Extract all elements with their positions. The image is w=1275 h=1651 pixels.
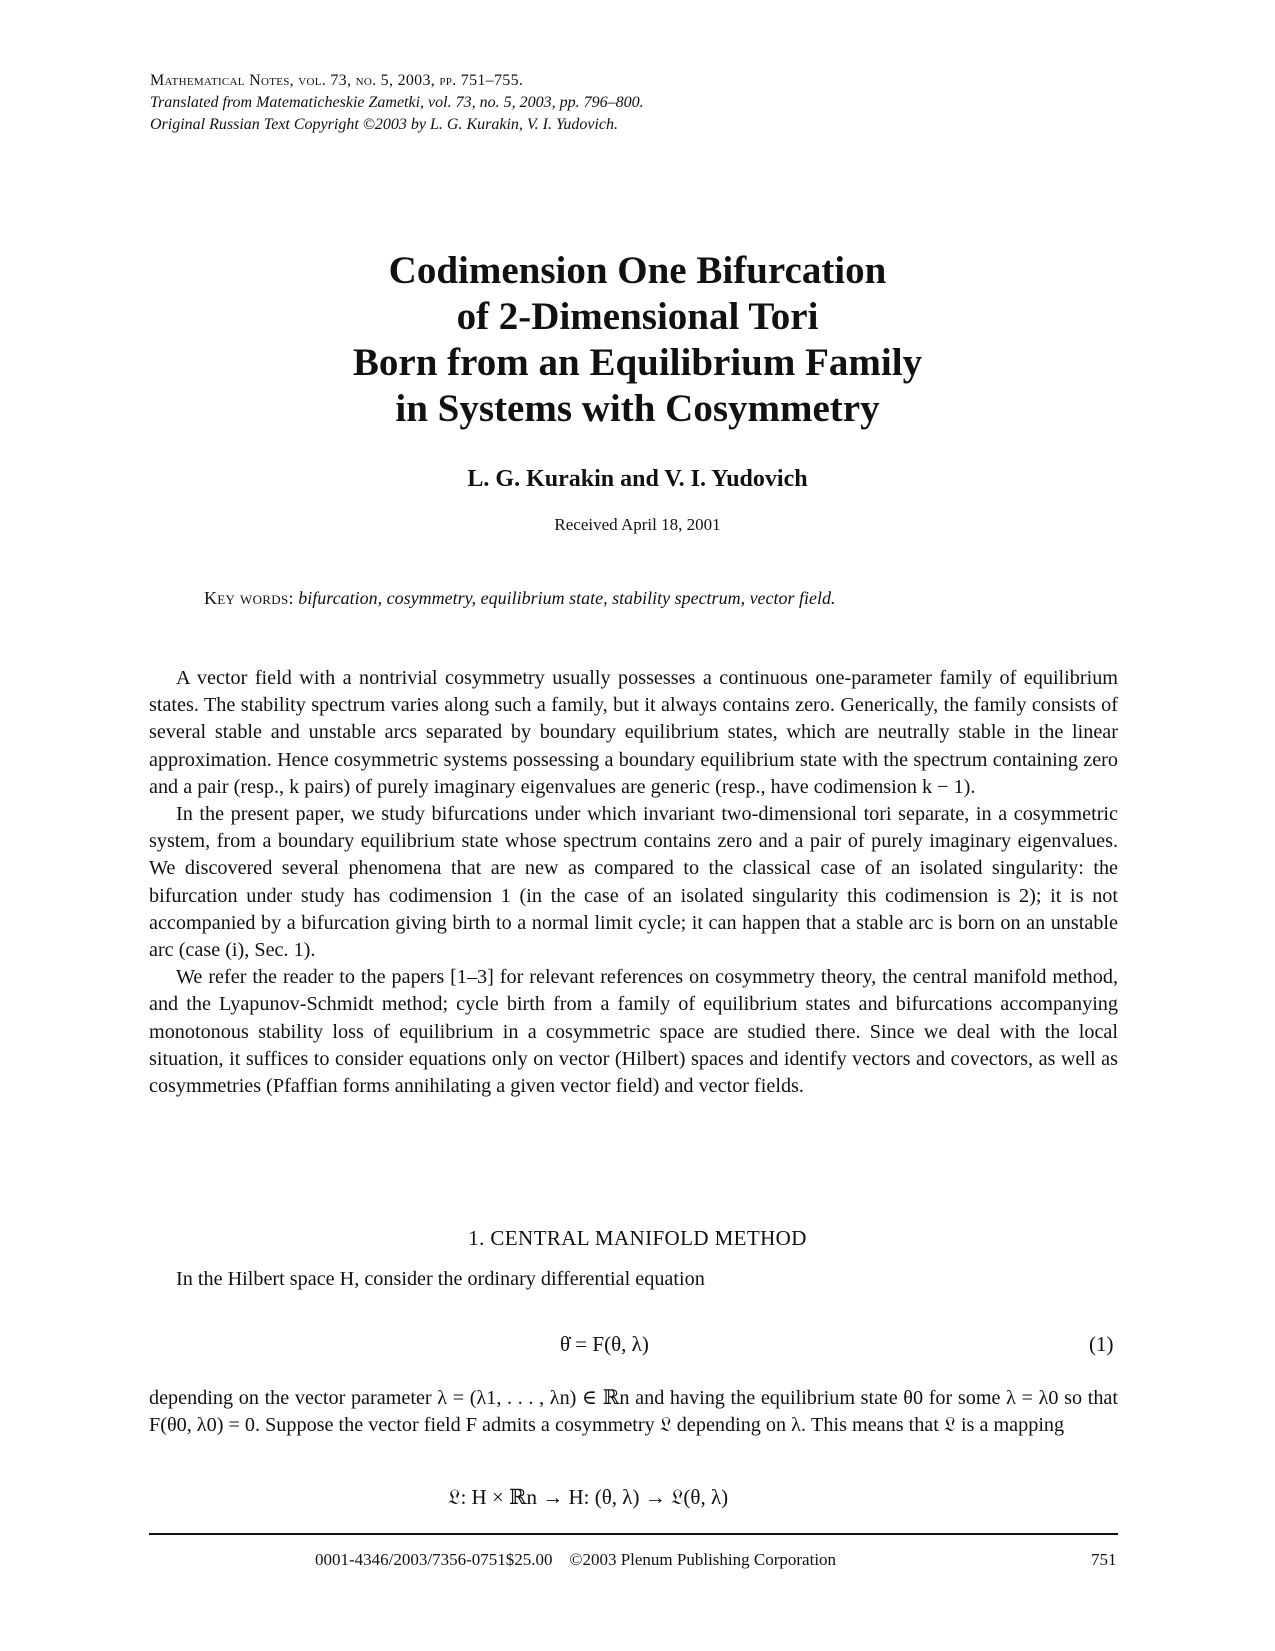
- section-heading: 1. CENTRAL MANIFOLD METHOD: [468, 1226, 807, 1250]
- journal-citation: Mathematical Notes, vol. 73, no. 5, 2003, pp. 751–755.: [150, 72, 524, 89]
- authors: L. G. Kurakin and V. I. Yudovich: [467, 466, 808, 492]
- keywords-label: Key words:: [204, 588, 294, 608]
- title-line: of 2-Dimensional Tori: [456, 295, 819, 338]
- page-number: 751: [1091, 1550, 1117, 1569]
- footer-copyright: ©2003 Plenum Publishing Corporation: [569, 1550, 837, 1569]
- footer-line: [315, 1550, 836, 1570]
- journal-header: [150, 70, 1050, 136]
- paragraph: A vector field with a nontrivial cosymmetry usually possesses a continuous one-parameter family of equilibrium states. The stability spectrum varies along such a family, but it always contains zero. Generically, the family consists of several stable and unstable arcs separated by boundary equilibrium states, which are neutrally stable in the linear approximation. Hence cosymmetric systems possessing a boundary equilibrium state with the spectrum containing zero and a pair (resp., k pairs) of purely imaginary eigenvalues are generic (resp., have codimension k − 1).: [149, 667, 1118, 798]
- introduction-text: [149, 665, 1118, 1100]
- paragraph: We refer the reader to the papers [1–3] for relevant references on cosymmetry theory, the central manifold method, and the Lyapunov-Schmidt method; cycle birth from a family of equilibrium states and bifurcations accompanying monotonous stability loss of equilibrium in a cosymmetric space are studied there. Since we deal with the local situation, it suffices to consider equations only on vector (Hilbert) spaces and identify vectors and covectors, as well as cosymmetries (Pfaffian forms annihilating a given vector field) and vector fields.: [149, 966, 1118, 1098]
- copyright-note: Original Russian Text Copyright ©2003 by L. G. Kurakin, V. I. Yudovich.: [150, 116, 619, 133]
- title-line: Born from an Equilibrium Family: [352, 341, 923, 384]
- equation-context-text: [149, 1385, 1118, 1439]
- equation-1: θ̇ = F(θ, λ): [560, 1332, 649, 1356]
- equation-number: (1): [1089, 1332, 1114, 1356]
- translation-note: Translated from Matematicheskie Zametki, vol. 73, no. 5, 2003, pp. 796–800.: [150, 94, 644, 111]
- keywords-value: bifurcation, cosymmetry, equilibrium state, stability spectrum, vector field.: [298, 588, 836, 608]
- title-line: Codimension One Bifurcation: [388, 249, 887, 292]
- footer-code: 0001-4346/2003/7356-0751$25.00: [315, 1550, 553, 1569]
- section-intro-line: In the Hilbert space H, consider the ordinary differential equation: [176, 1268, 705, 1290]
- paper-title: [0, 248, 1275, 432]
- footer-rule: [149, 1533, 1118, 1535]
- paragraph: In the present paper, we study bifurcations under which invariant two-dimensional tori separate, in a cosymmetric system, from a boundary equilibrium state whose spectrum contains zero and a pair of purely imaginary eigenvalues. We discovered several phenomena that are new as compared to the classical case of an isolated singularity: the bifurcation under study has codimension 1 (in the case of an isolated singularity this codimension is 2); it is not accompanied by a bifurcation giving birth to a normal limit cycle; it can happen that a stable arc is born on an unstable arc (case (i), Sec. 1).: [149, 803, 1118, 962]
- equation-2: 𝔏: H × ℝn → H: (θ, λ) → 𝔏(θ, λ): [448, 1485, 729, 1509]
- paragraph: depending on the vector parameter λ = (λ1, . . . , λn) ∈ ℝn and having the equilibrium state θ0 for some λ = λ0 so that F(θ0, λ0) = 0. Suppose the vector field F admits a cosymmetry 𝔏 depending on λ. This means that 𝔏 is a mapping: [149, 1387, 1118, 1437]
- title-line: in Systems with Cosymmetry: [395, 387, 880, 430]
- keywords: [204, 588, 1104, 609]
- received-date: Received April 18, 2001: [554, 515, 721, 534]
